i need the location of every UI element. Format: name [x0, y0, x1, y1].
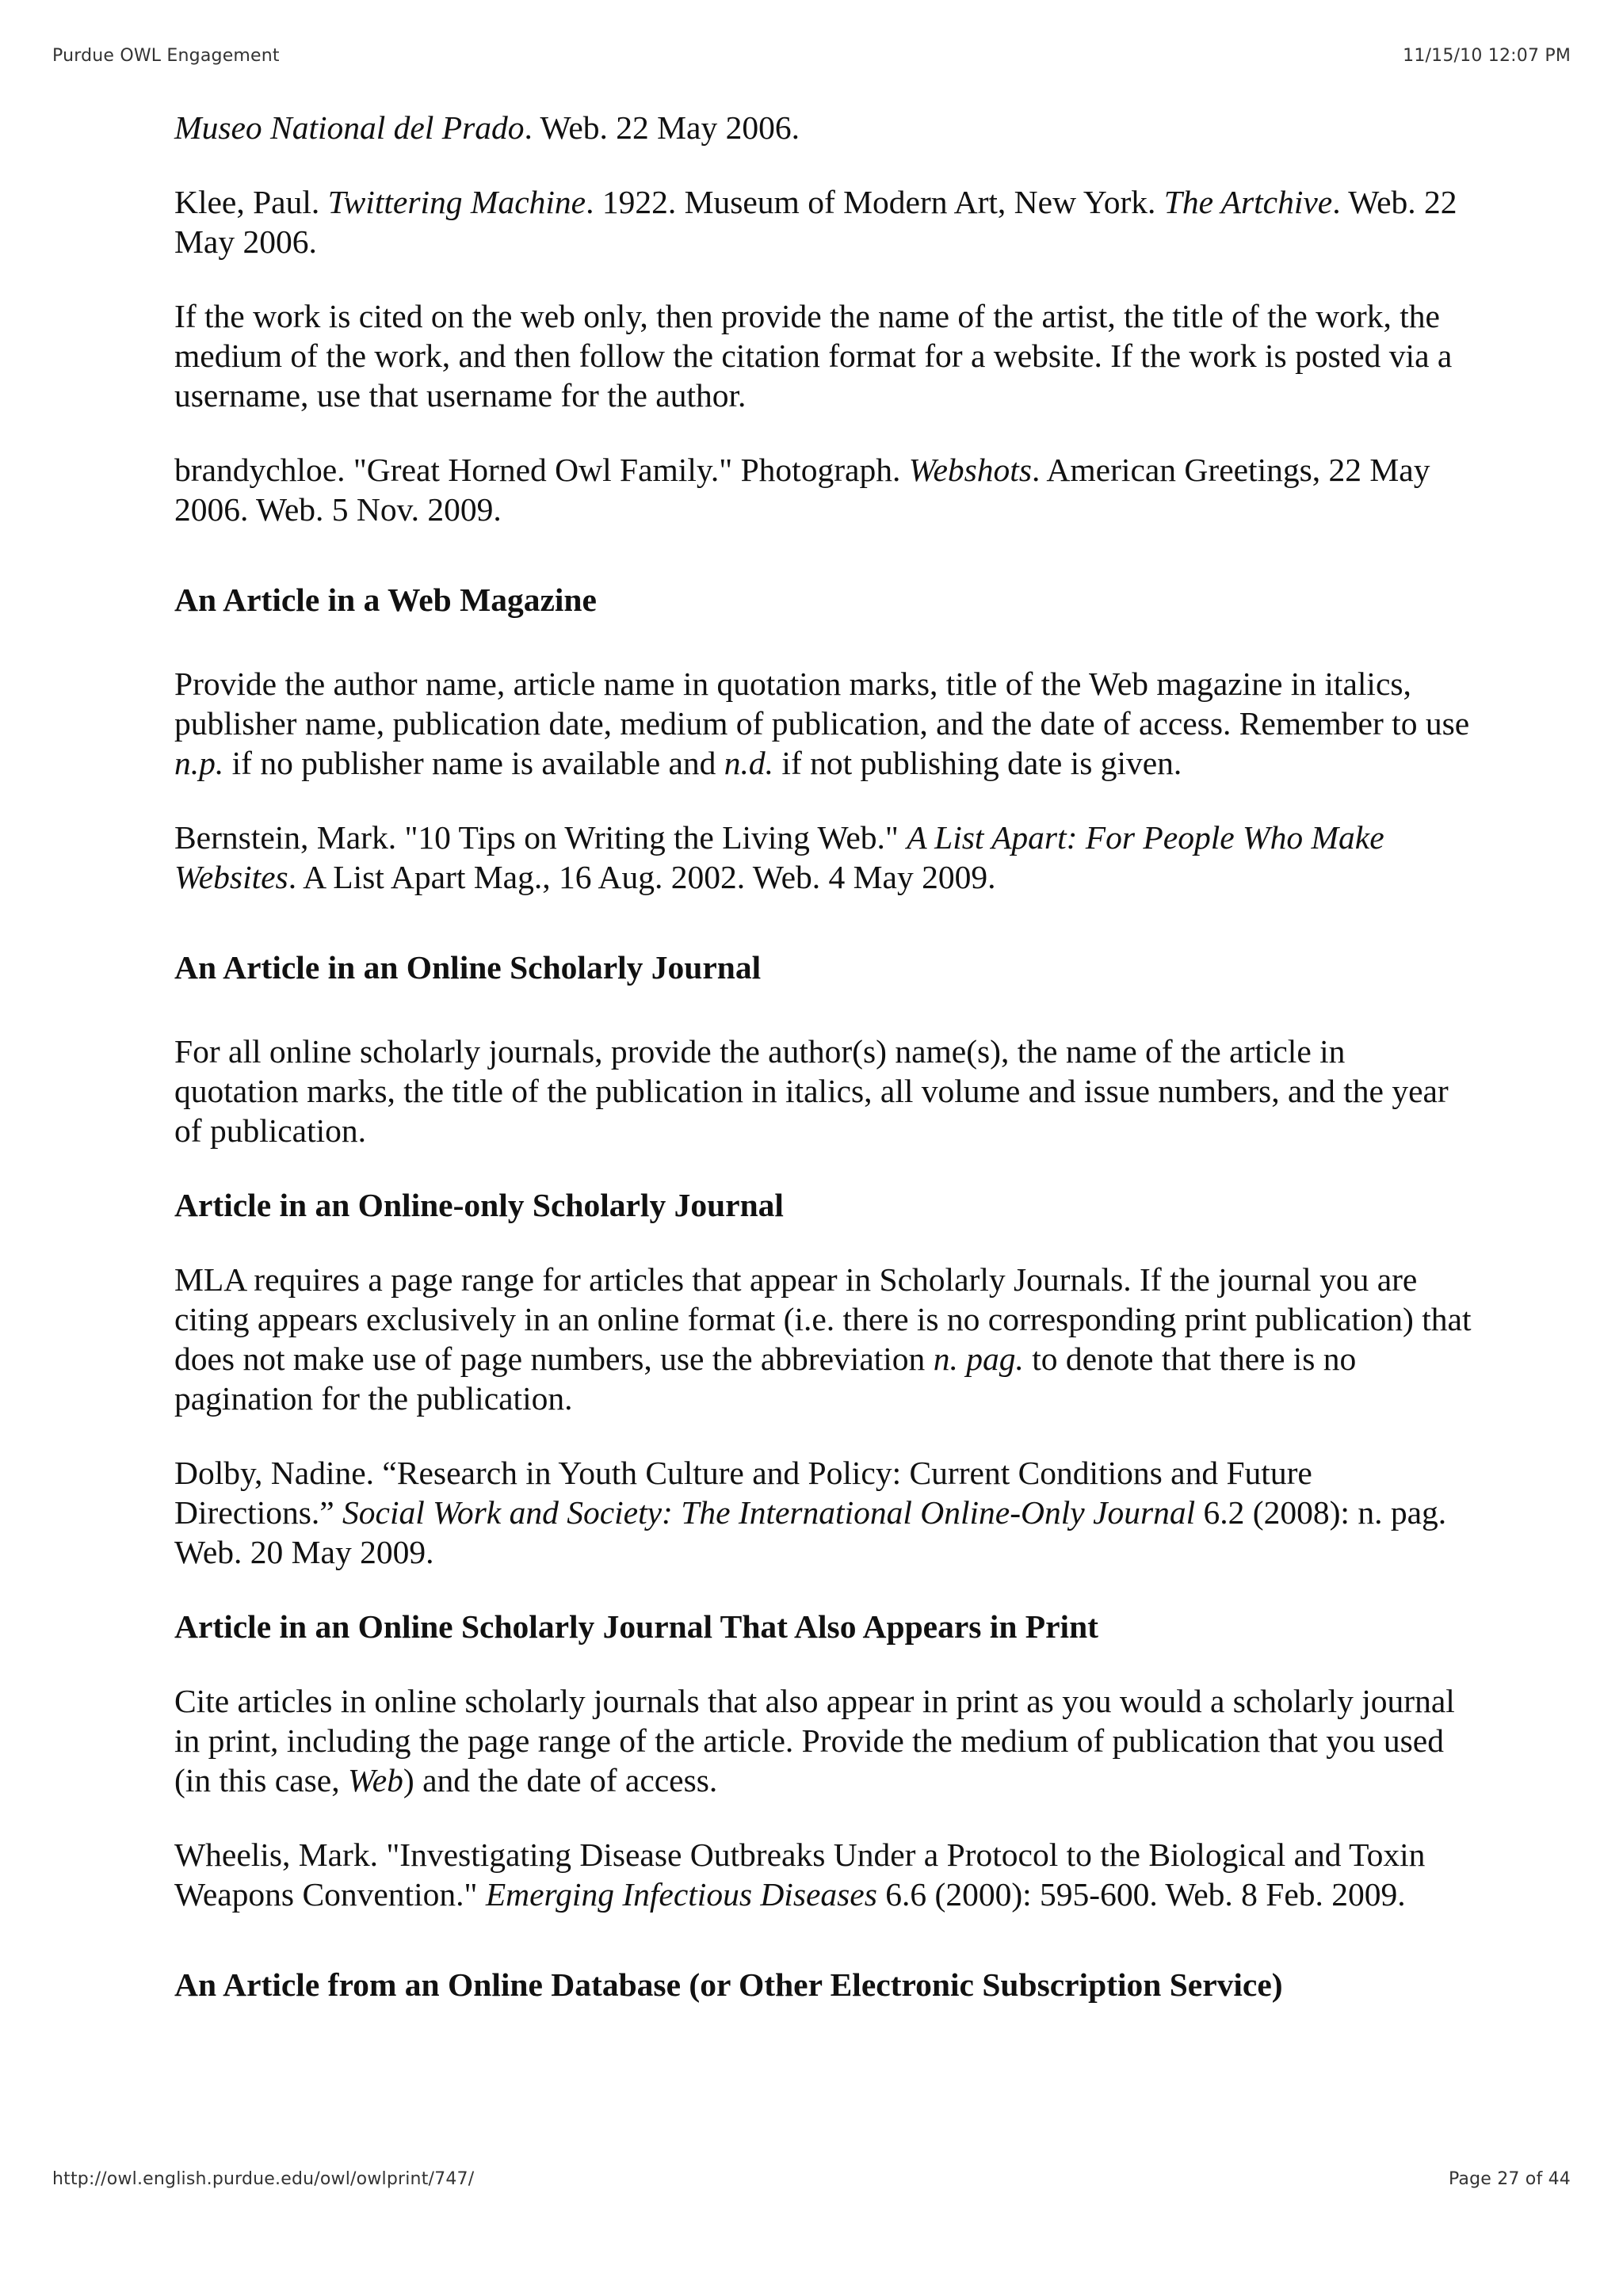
heading-online-only-journal: Article in an Online-only Scholarly Journal	[174, 1187, 784, 1223]
print-header-datetime: 11/15/10 12:07 PM	[1403, 46, 1571, 66]
print-header-title: Purdue OWL Engagement	[52, 46, 280, 66]
paragraph-web-only-work: If the work is cited on the web only, then provide the name of the artist, the title of the work, the medium of the work, and then follow the citation format for a website. If the work is posted via a username, use that username for the author.	[174, 298, 1453, 414]
citation-bernstein: Bernstein, Mark. "10 Tips on Writing the Living Web." A List Apart: For People Who Make Websites. A List Apart Mag., 16 Aug. 2002. Web. 4 May 2009.	[174, 819, 1384, 895]
heading-online-scholarly-journal: An Article in an Online Scholarly Journal	[174, 949, 762, 986]
citation-brandychloe: brandychloe. "Great Horned Owl Family." Photograph. Webshots. American Greetings, 22 May 2006. Web. 5 Nov. 2009.	[174, 452, 1430, 528]
heading-online-database: An Article from an Online Database (or Other Electronic Subscription Service)	[174, 1966, 1283, 2003]
paragraph-online-only-journal: MLA requires a page range for articles that appear in Scholarly Journals. If the journal you are citing appears exclusively in an online format (i.e. there is no corresponding print publication) that does not make use of page numbers, use the abbreviation n. pag. to denote that there is no pagination for the publication.	[174, 1261, 1472, 1417]
citation-dolby: Dolby, Nadine. “Research in Youth Culture and Policy: Current Conditions and Future Directions.” Social Work and Society: The International Online-Only Journal 6.2 (2008): n. pag. Web. 20 May 2009.	[174, 1455, 1447, 1570]
paragraph-journal-also-in-print: Cite articles in online scholarly journals that also appear in print as you would a scholarly journal in print, including the page range of the article. Provide the medium of publication that you used (in this case, Web) and the date of access.	[174, 1683, 1455, 1798]
page-content	[174, 108, 1474, 2049]
citation-prado-continued: Museo National del Prado. Web. 22 May 2006.	[174, 109, 800, 146]
heading-web-magazine: An Article in a Web Magazine	[174, 582, 597, 618]
print-footer-page-number: Page 27 of 44	[1448, 2169, 1571, 2189]
paragraph-web-magazine: Provide the author name, article name in quotation marks, title of the Web magazine in italics, publisher name, publication date, medium of publication, and the date of access. Remember to use n.p. if no publisher name is available and n.d. if not publishing date is given.	[174, 666, 1470, 781]
citation-klee: Klee, Paul. Twittering Machine. 1922. Museum of Modern Art, New York. The Artchive. Web. 22 May 2006.	[174, 184, 1457, 260]
citation-wheelis: Wheelis, Mark. "Investigating Disease Outbreaks Under a Protocol to the Biological and Toxin Weapons Convention." Emerging Infectious Diseases 6.6 (2000): 595-600. Web. 8 Feb. 2009.	[174, 1836, 1426, 1913]
citation-title: Museo National del Prado	[174, 109, 525, 146]
paragraph-online-scholarly-journal: For all online scholarly journals, provide the author(s) name(s), the name of the article in quotation marks, the title of the publication in italics, all volume and issue numbers, and the year of publication.	[174, 1033, 1449, 1149]
print-footer-url: http://owl.english.purdue.edu/owl/owlprint/747/	[52, 2169, 475, 2189]
heading-journal-also-in-print: Article in an Online Scholarly Journal That Also Appears in Print	[174, 1608, 1098, 1645]
